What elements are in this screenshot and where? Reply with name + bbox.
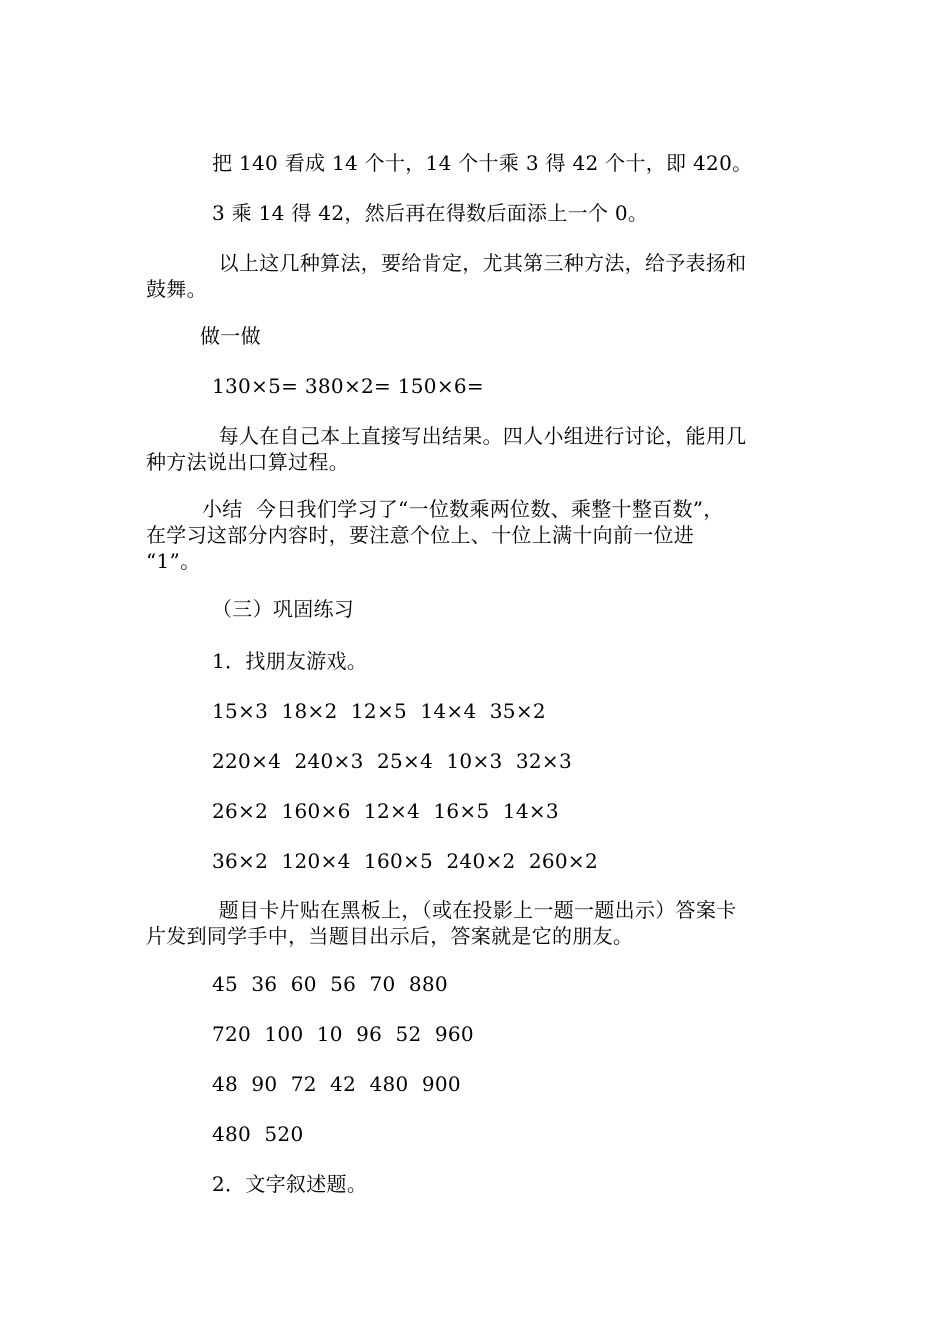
exercise-line: 36×2 120×4 160×5 240×2 260×2 xyxy=(212,849,599,873)
paragraph-line: “1”。 xyxy=(146,549,201,573)
paragraph-line: 鼓舞。 xyxy=(146,277,207,301)
paragraph-summary xyxy=(146,496,806,574)
answer-line: 720 100 10 96 52 960 xyxy=(212,1022,474,1046)
paragraph-praise xyxy=(146,250,806,302)
item-heading-word-problems: 2．文字叙述题。 xyxy=(212,1172,368,1196)
paragraph-method-three: 3 乘 14 得 42，然后再在得数后面添上一个 0。 xyxy=(212,201,649,225)
exercise-line: 220×4 240×3 25×4 10×3 32×3 xyxy=(212,749,572,773)
item-heading-find-friends: 1．找朋友游戏。 xyxy=(212,649,368,673)
answer-line: 48 90 72 42 480 900 xyxy=(212,1072,461,1096)
paragraph-line: 题目卡片贴在黑板上，（或在投影上一题一题出示）答案卡 xyxy=(212,898,737,922)
paragraph-line: 片发到同学手中，当题目出示后，答案就是它的朋友。 xyxy=(146,924,634,948)
paragraph-line: 以上这几种算法，要给肯定，尤其第三种方法，给予表扬和 xyxy=(212,251,747,275)
exercise-line: 15×3 18×2 12×5 14×4 35×2 xyxy=(212,699,546,723)
paragraph-method-two: 把 140 看成 14 个十，14 个十乘 3 得 42 个十，即 420。 xyxy=(212,151,753,175)
paragraph-line: 小结 今日我们学习了“一位数乘两位数、乘整十整百数”， xyxy=(202,497,724,521)
answer-line: 45 36 60 56 70 880 xyxy=(212,972,448,996)
section-heading-practice: （三）巩固练习 xyxy=(212,597,355,621)
answer-line: 480 520 xyxy=(212,1122,304,1146)
paragraph-group-discussion xyxy=(146,423,806,475)
paragraph-line: 种方法说出口算过程。 xyxy=(146,450,349,474)
paragraph-line: 每人在自己本上直接写出结果。四人小组进行讨论，能用几 xyxy=(212,424,747,448)
exercise-line: 130×5= 380×2= 150×6= xyxy=(212,374,484,398)
section-heading-try: 做一做 xyxy=(200,324,261,348)
exercise-line: 26×2 160×6 12×4 16×5 14×3 xyxy=(212,799,559,823)
paragraph-cards xyxy=(146,897,806,949)
paragraph-line: 在学习这部分内容时，要注意个位上、十位上满十向前一位进 xyxy=(146,523,695,547)
